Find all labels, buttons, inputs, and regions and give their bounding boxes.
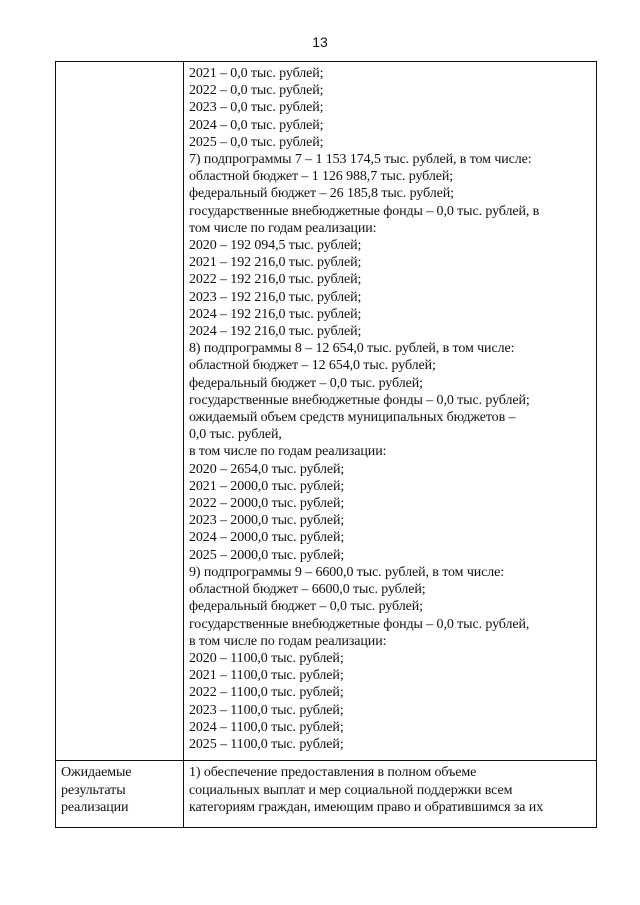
- text-line: 0,0 тыс. рублей,: [189, 427, 282, 443]
- text-line: 2024 – 1100,0 тыс. рублей;: [189, 719, 344, 735]
- text-line: ожидаемый объем средств муниципальных бюджетов –: [189, 410, 516, 426]
- table-row: [56, 761, 597, 828]
- text-line: 2021 – 1100,0 тыс. рублей;: [189, 668, 344, 684]
- text-line: 2021 – 0,0 тыс. рублей;: [189, 66, 324, 81]
- text-line: 2024 – 192 216,0 тыс. рублей;: [189, 306, 362, 322]
- subprogram-9-heading: 9) подпрограммы 9 – 6600,0 тыс. рублей, в том числе:: [189, 564, 505, 580]
- text-line: 2020 – 1100,0 тыс. рублей;: [189, 650, 344, 666]
- text-line: 2020 – 192 094,5 тыс. рублей;: [189, 238, 362, 254]
- passport-table: [55, 61, 597, 828]
- subprogram-7-heading: 7) подпрограммы 7 – 1 153 174,5 тыс. рублей, в том числе:: [189, 152, 532, 168]
- table-row: [56, 62, 597, 761]
- text-line: областной бюджет – 6600,0 тыс. рублей;: [189, 582, 426, 598]
- text-line: государственные внебюджетные фонды – 0,0 тыс. рублей, в: [189, 203, 540, 219]
- text-line: 2023 – 1100,0 тыс. рублей;: [189, 702, 344, 718]
- text-line: 2023 – 0,0 тыс. рублей;: [189, 100, 324, 116]
- text-line: в том числе по годам реализации:: [189, 444, 387, 460]
- text-line: 2025 – 0,0 тыс. рублей;: [189, 134, 324, 150]
- text-line: областной бюджет – 1 126 988,7 тыс. рублей;: [189, 169, 454, 185]
- text-line: 2022 – 1100,0 тыс. рублей;: [189, 685, 344, 701]
- text-line: государственные внебюджетные фонды – 0,0 тыс. рублей;: [189, 392, 530, 408]
- label-line: результаты: [61, 782, 126, 798]
- funding-details-cell: [184, 62, 597, 761]
- row1-label-cell: [56, 62, 184, 761]
- text-line: 2023 – 2000,0 тыс. рублей;: [189, 513, 345, 529]
- text-line: том числе по годам реализации:: [189, 220, 377, 236]
- text-line: 2024 – 2000,0 тыс. рублей;: [189, 530, 345, 546]
- subprogram-8-heading: 8) подпрограммы 8 – 12 654,0 тыс. рублей, в том числе:: [189, 341, 515, 357]
- text-line: 2022 – 192 216,0 тыс. рублей;: [189, 272, 362, 288]
- text-line: областной бюджет – 12 654,0 тыс. рублей;: [189, 358, 436, 374]
- text-line: 2021 – 2000,0 тыс. рублей;: [189, 478, 345, 494]
- label-line: реализации: [61, 800, 129, 815]
- text-line: 2023 – 192 216,0 тыс. рублей;: [189, 289, 362, 305]
- text-line: 2022 – 2000,0 тыс. рублей;: [189, 496, 345, 512]
- text-line: 2024 – 192 216,0 тыс. рублей;: [189, 324, 362, 340]
- text-line: 2021 – 192 216,0 тыс. рублей;: [189, 255, 362, 271]
- text-line: 2022 – 0,0 тыс. рублей;: [189, 83, 324, 99]
- text-line: 2024 – 0,0 тыс. рублей;: [189, 117, 324, 133]
- page-number: 13: [312, 34, 328, 50]
- text-line: категориям граждан, имеющим право и обратившимся за их: [189, 800, 544, 815]
- text-line: 1) обеспечение предоставления в полном объеме: [189, 765, 477, 780]
- text-line: федеральный бюджет – 26 185,8 тыс. рублей;: [189, 186, 454, 202]
- text-line: федеральный бюджет – 0,0 тыс. рублей;: [189, 599, 423, 615]
- text-line: социальных выплат и мер социальной поддержки всем: [189, 782, 513, 798]
- text-line: государственные внебюджетные фонды – 0,0 тыс. рублей,: [189, 616, 530, 632]
- expected-results-cell: [184, 761, 597, 828]
- text-line: федеральный бюджет – 0,0 тыс. рублей;: [189, 375, 423, 391]
- text-line: 2025 – 2000,0 тыс. рублей;: [189, 547, 345, 563]
- text-line: 2025 – 1100,0 тыс. рублей;: [189, 736, 344, 752]
- label-line: Ожидаемые: [61, 765, 132, 780]
- expected-results-label-cell: [56, 761, 184, 828]
- text-line: в том числе по годам реализации:: [189, 633, 387, 649]
- text-line: 2020 – 2654,0 тыс. рублей;: [189, 461, 345, 477]
